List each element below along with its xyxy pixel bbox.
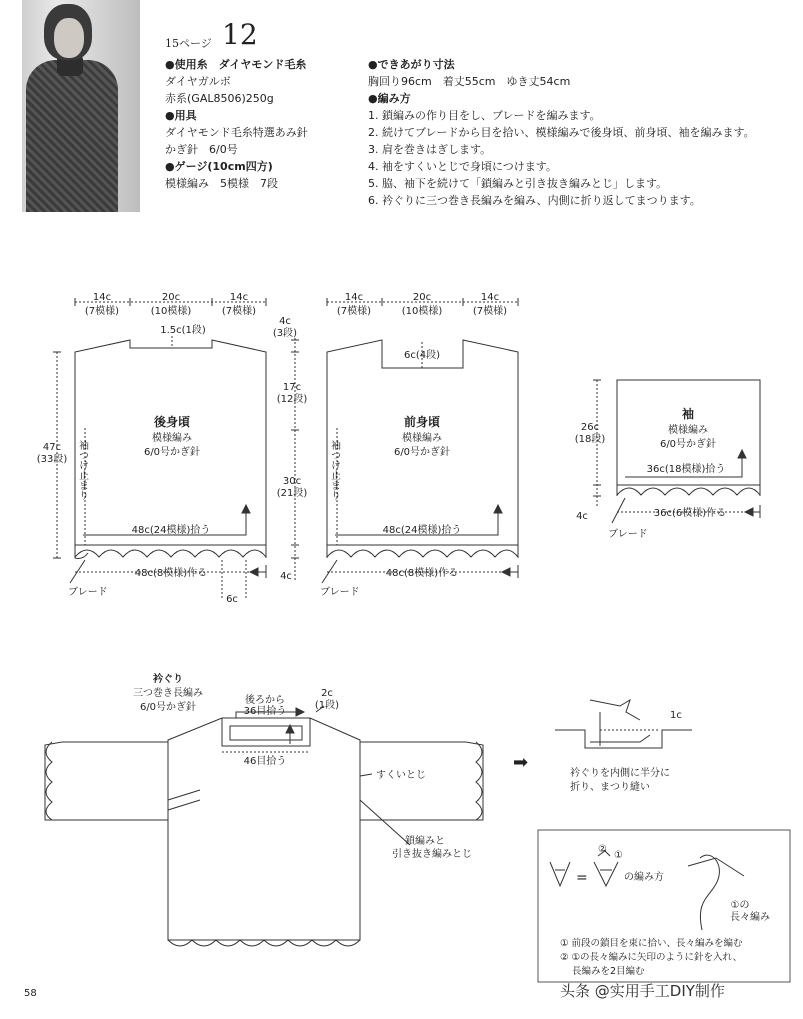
front-pickup: 48c(24模様)拾う xyxy=(382,525,462,536)
scallop-width: 6c xyxy=(226,594,238,605)
watermark: 头条 @实用手工DIY制作 xyxy=(560,982,725,1000)
sleeve-cast-on: 36c(6模様)作る xyxy=(653,508,727,519)
legend-circle1: ① xyxy=(614,850,623,861)
front-sleeve-mark xyxy=(329,439,341,500)
sleeve-title: 袖 xyxy=(681,407,695,421)
seam-label-1: すくいとじ xyxy=(376,770,426,781)
sleeve-pattern: 模様編み xyxy=(668,425,708,436)
method-title: ●編み方 xyxy=(368,92,411,105)
back-scallops xyxy=(75,550,266,557)
legend-hint-2: 長々編み xyxy=(730,912,770,923)
armhole-dim: 17c xyxy=(282,382,302,393)
back-top-left-dim: 14c xyxy=(92,292,112,303)
back-braid-label: ブレード xyxy=(68,587,108,598)
neckband-hook: 6/0号かぎ針 xyxy=(139,702,197,713)
sleeve-scallops xyxy=(617,488,760,495)
sleeve-braid-label: ブレード xyxy=(608,529,648,540)
legend-of-method: の編み方 xyxy=(624,872,664,883)
back-title: 後身頃 xyxy=(153,415,191,429)
back-top-left-sub: (7模様) xyxy=(84,306,120,317)
back-cast-on: 48c(8模様)作る xyxy=(134,568,208,579)
neckband-stitch: 三つ巻き長編み xyxy=(133,688,203,699)
tools-2: かぎ針 6/0号 xyxy=(165,143,238,156)
back-neck-drop: 1.5c(1段) xyxy=(160,325,206,336)
assembled-body xyxy=(168,718,360,940)
front-top-mid-dim: 20c xyxy=(412,292,432,303)
method-step: 4. 袖をすくいとじで身頃につけます。 xyxy=(368,160,557,173)
back-sleeve-mark xyxy=(77,439,89,500)
back-top-mid-sub: (10模様) xyxy=(150,306,192,317)
neckband-title: 衿ぐり xyxy=(153,674,183,685)
front-title: 前身頃 xyxy=(403,415,441,429)
sleeve-pickup: 36c(18模様)拾う xyxy=(646,464,726,475)
front-sleeve-mark-text: 袖つけ止まり xyxy=(328,440,340,500)
method-step: 3. 肩を巻きはぎします。 xyxy=(368,143,492,156)
yarn-title: ●使用糸 ダイヤモンド毛糸 xyxy=(165,58,307,71)
sleeve-hook: 6/0号かぎ針 xyxy=(659,439,717,450)
total-dim: 47c xyxy=(42,442,62,453)
assembled-hem xyxy=(168,940,360,946)
finished-title: ●できあがり寸法 xyxy=(368,58,455,71)
legend-equals: = xyxy=(576,870,588,886)
sleeve-braid-height: 4c xyxy=(576,511,588,522)
finished-value: 胸回り96cm 着丈55cm ゆき丈54cm xyxy=(368,75,571,88)
seam-label-2b: 引き抜き編みとじ xyxy=(392,849,472,860)
fold-note-1: 衿ぐりを内側に半分に xyxy=(570,768,670,779)
neck-back-pick-1: 後ろから xyxy=(245,695,285,706)
body-dim: 30c xyxy=(282,476,302,487)
armhole-sub: (12段) xyxy=(276,394,308,405)
back-sleeve-mark-text: 袖つけ止まり xyxy=(76,440,88,500)
legend-hint-1: ①の xyxy=(730,900,750,911)
back-top-right-dim: 14c xyxy=(229,292,249,303)
gauge-title: ●ゲージ(10cm四方) xyxy=(165,160,273,173)
right-sleeve xyxy=(360,742,483,820)
tools-1: ダイヤモンド毛糸特選あみ針 xyxy=(165,126,308,139)
left-sleeve xyxy=(45,742,168,820)
neck-back-pick-2: 36目拾う xyxy=(243,706,287,717)
back-pickup: 48c(24模様)拾う xyxy=(131,525,211,536)
neck-height: 2c xyxy=(321,688,333,699)
sleeve-height-dim: 26c xyxy=(580,422,600,433)
yarn-name: ダイヤガルボ xyxy=(165,75,231,88)
tools-title: ●用具 xyxy=(165,109,197,122)
neck-height-sub: (1段) xyxy=(314,700,340,711)
front-top-mid-sub: (10模様) xyxy=(401,306,443,317)
fold-dim: 1c xyxy=(670,710,682,721)
back-top-mid-dim: 20c xyxy=(161,292,181,303)
front-scallops xyxy=(327,550,518,557)
front-top-left-dim: 14c xyxy=(344,292,364,303)
neck-band xyxy=(222,718,310,746)
legend-note-2: ② ①の長々編みに矢印のように針を入れ、 xyxy=(560,952,743,963)
yarn-color: 赤系(GAL8506)250g xyxy=(165,92,274,105)
back-pattern: 模様編み xyxy=(152,433,192,444)
legend-note-3: 長編みを2目編む xyxy=(572,966,645,977)
body-sub: (21段) xyxy=(276,488,308,499)
method-step: 1. 鎖編みの作り目をし、ブレードを編みます。 xyxy=(368,109,601,122)
shoulder-sub: (3段) xyxy=(272,328,298,339)
back-top-right-sub: (7模様) xyxy=(221,306,257,317)
front-hook: 6/0号かぎ針 xyxy=(393,447,451,458)
braid-height: 4c xyxy=(280,571,292,582)
method-step: 6. 衿ぐりに三つ巻き長編みを編み、内側に折り返してまつります。 xyxy=(368,194,701,207)
legend-note-1: ① 前段の鎖目を束に拾い、長々編みを編む xyxy=(560,938,743,949)
front-top-right-dim: 14c xyxy=(480,292,500,303)
page-reference: 15ページ xyxy=(165,37,212,50)
sleeve-height-sub: (18段) xyxy=(574,434,606,445)
shoulder-dim: 4c xyxy=(279,316,291,327)
total-sub: (33段) xyxy=(36,454,68,465)
back-hook: 6/0号かぎ針 xyxy=(143,447,201,458)
neck-front-pick: 46目拾う xyxy=(243,756,287,767)
front-neck-dim: 6c(4段) xyxy=(403,350,441,361)
legend-circle2: ② xyxy=(598,844,607,855)
gauge-value: 模様編み 5模様 7段 xyxy=(165,177,278,190)
front-top-left-sub: (7模様) xyxy=(336,306,372,317)
fold-note-2: 折り、まつり縫い xyxy=(570,782,650,793)
front-pattern: 模様編み xyxy=(402,433,442,444)
method-step: 2. 続けてブレードから目を拾い、模様編みで後身頃、前身頃、袖を編みます。 xyxy=(368,126,755,139)
seam-label-2a: 鎖編みと xyxy=(405,836,445,847)
arrow-right-icon: ➡ xyxy=(513,752,529,773)
front-braid-label: ブレード xyxy=(320,587,360,598)
page-number: 58 xyxy=(24,988,37,999)
pattern-number: 12 xyxy=(222,18,258,51)
front-cast-on: 48c(8模様)作る xyxy=(385,568,459,579)
method-step: 5. 脇、袖下を続けて「鎖編みと引き抜き編みとじ」します。 xyxy=(368,177,668,190)
front-top-right-sub: (7模様) xyxy=(472,306,508,317)
